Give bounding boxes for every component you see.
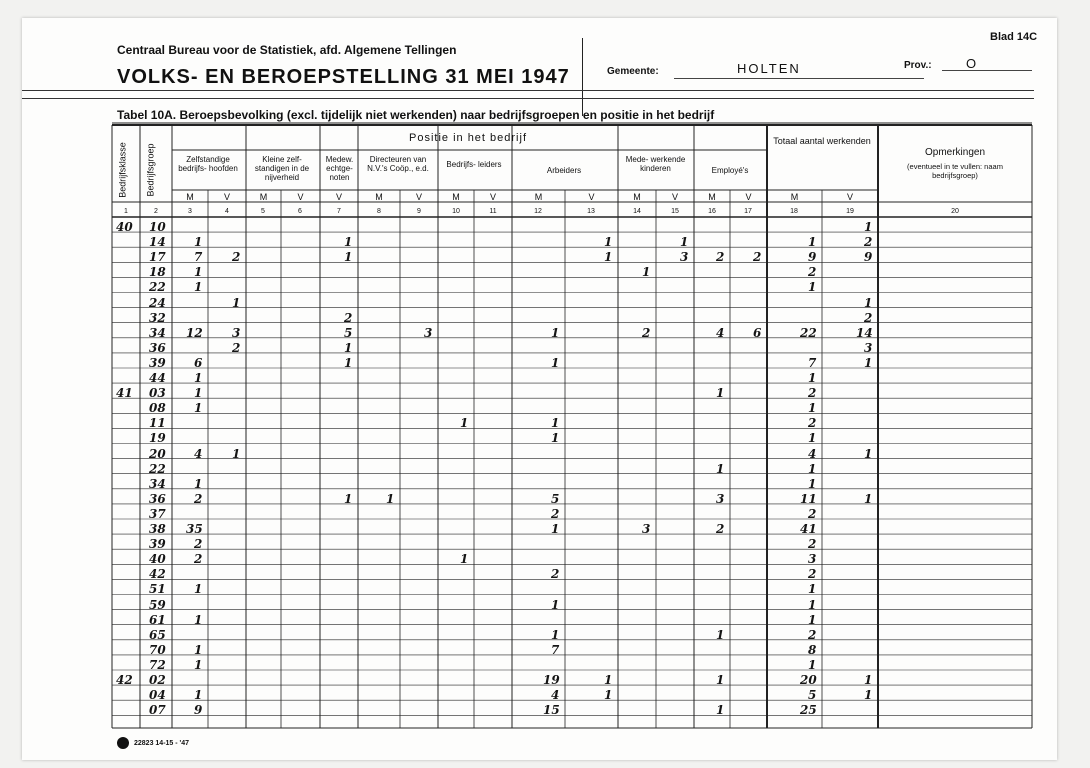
- column-number: 8: [377, 208, 381, 215]
- cell-value: 2: [194, 552, 203, 567]
- cell-value: 1: [460, 416, 469, 431]
- cell-value: 1: [551, 325, 560, 340]
- cell-value: 9: [194, 703, 203, 718]
- cell-value: 9: [864, 250, 873, 265]
- cell-value: 3: [864, 340, 873, 355]
- bedrijfsgroep-value: 22: [149, 280, 166, 295]
- cell-value: 11: [800, 491, 817, 506]
- cell-value: 1: [460, 552, 469, 567]
- header-leiders: Bedrijfs- leiders: [446, 160, 502, 169]
- cell-value: 3: [716, 491, 725, 506]
- header-opmerkingen-sub: (eventueel in te vullen: naam bedrijfsgroep): [907, 162, 1003, 180]
- cell-value: 1: [344, 491, 353, 506]
- m-label: M: [633, 192, 641, 202]
- cell-value: 1: [194, 280, 203, 295]
- cell-value: 7: [808, 355, 817, 370]
- bedrijfsgroep-value: 03: [149, 386, 166, 401]
- column-number: 9: [417, 208, 421, 215]
- cell-value: 2: [808, 567, 817, 582]
- cell-value: 1: [232, 295, 241, 310]
- cell-value: 1: [864, 220, 873, 234]
- bedrijfsgroep-value: 59: [149, 597, 166, 612]
- column-number: 11: [489, 208, 497, 215]
- m-label: M: [708, 192, 716, 202]
- cell-value: 1: [344, 235, 353, 250]
- column-number: 5: [261, 208, 265, 215]
- m-label: M: [534, 192, 543, 202]
- bedrijfsklasse-value: 41: [116, 386, 133, 401]
- cell-value: 20: [800, 673, 817, 687]
- v-label: V: [489, 192, 497, 202]
- cell-value: 2: [808, 265, 817, 280]
- bedrijfsgroep-value: 07: [149, 703, 166, 718]
- bedrijfsgroep-value: 10: [149, 220, 166, 234]
- cell-value: 2: [344, 310, 353, 325]
- cell-value: 4: [551, 688, 560, 703]
- bedrijfsgroep-value: 34: [149, 476, 166, 491]
- column-number: 13: [587, 208, 595, 215]
- bedrijfsgroep-value: 14: [149, 235, 166, 250]
- cell-value: 1: [194, 386, 203, 401]
- bedrijfsgroep-value: 61: [149, 612, 166, 627]
- cell-value: 1: [194, 265, 203, 280]
- sheet-number: Blad 14C: [990, 31, 1038, 43]
- bedrijfsgroep-value: 39: [149, 355, 166, 370]
- cell-value: 1: [344, 340, 353, 355]
- bedrijfsgroep-value: 37: [149, 506, 166, 521]
- cell-value: 1: [194, 401, 203, 416]
- cell-value: 2: [232, 340, 241, 355]
- cell-value: 6: [753, 325, 762, 340]
- cell-value: 1: [386, 491, 395, 506]
- cell-value: 1: [808, 476, 817, 491]
- gemeente-value: HOLTEN: [737, 61, 801, 76]
- cell-value: 12: [186, 325, 203, 340]
- v-label: V: [297, 192, 304, 202]
- cbs-logo-icon: [117, 737, 129, 749]
- cell-value: 1: [864, 688, 873, 703]
- bedrijfsgroep-value: 36: [149, 491, 166, 506]
- cell-value: 41: [800, 522, 817, 536]
- v-label: V: [223, 192, 231, 202]
- column-number: 17: [744, 208, 752, 215]
- cell-value: 1: [551, 522, 560, 536]
- organization-line: Centraal Bureau voor de Statistiek, afd. Algemene Tellingen: [117, 43, 457, 57]
- column-number: 7: [337, 208, 341, 215]
- v-label: V: [588, 192, 595, 202]
- bedrijfsgroep-value: 39: [149, 537, 166, 552]
- cell-value: 1: [716, 386, 725, 401]
- bedrijfsgroep-value: 19: [149, 431, 166, 446]
- cell-value: 2: [232, 250, 241, 265]
- cell-value: 7: [551, 642, 560, 657]
- cell-value: 2: [808, 386, 817, 401]
- cell-value: 3: [642, 522, 651, 536]
- v-label: V: [415, 192, 423, 202]
- cell-value: 2: [551, 506, 560, 521]
- cell-value: 1: [344, 250, 353, 265]
- cell-value: 1: [194, 688, 203, 703]
- cell-value: 25: [800, 703, 817, 718]
- column-number: 15: [671, 208, 679, 215]
- bedrijfsgroep-value: 36: [149, 340, 166, 355]
- cell-value: 22: [800, 325, 817, 340]
- cell-value: 8: [808, 642, 817, 657]
- cell-value: 1: [864, 673, 873, 687]
- cell-value: 19: [543, 673, 560, 687]
- cell-value: 1: [808, 431, 817, 446]
- header-directeuren: Directeuren van N.V.'s Coöp., e.d.: [367, 155, 429, 173]
- cell-value: 1: [808, 280, 817, 295]
- cell-value: 1: [604, 250, 613, 265]
- cell-value: 2: [808, 627, 817, 642]
- column-number: 1: [124, 208, 128, 215]
- column-number: 20: [951, 208, 959, 215]
- bedrijfsgroep-value: 32: [149, 310, 166, 325]
- cell-value: 1: [194, 371, 203, 385]
- m-label: M: [375, 192, 383, 202]
- cell-value: 3: [680, 250, 689, 265]
- footer-code: 22823 14-15 - '47: [134, 740, 189, 747]
- cell-value: 1: [344, 355, 353, 370]
- cell-value: 35: [186, 522, 203, 536]
- m-label: M: [186, 192, 194, 202]
- cell-value: 2: [808, 537, 817, 552]
- cell-value: 1: [232, 446, 241, 461]
- cell-value: 1: [808, 597, 817, 612]
- cell-value: 9: [808, 250, 817, 265]
- bedrijfsgroep-value: 38: [149, 522, 166, 536]
- cell-value: 1: [808, 461, 817, 476]
- header-employes: Employé's: [711, 166, 749, 175]
- cell-value: 6: [194, 355, 203, 370]
- cell-value: 1: [864, 355, 873, 370]
- bedrijfsgroep-value: 44: [149, 371, 166, 385]
- m-label: M: [452, 192, 460, 202]
- bedrijfsgroep-value: 02: [149, 673, 166, 687]
- cell-value: 1: [808, 371, 817, 385]
- cell-value: 1: [642, 265, 651, 280]
- column-number: 18: [790, 208, 798, 215]
- cell-value: 1: [194, 476, 203, 491]
- header-medewerkende: Mede- werkende kinderen: [625, 155, 686, 173]
- column-number: 19: [846, 208, 854, 215]
- cell-value: 1: [604, 688, 613, 703]
- cell-value: 7: [194, 250, 203, 265]
- cell-value: 1: [808, 582, 817, 597]
- bedrijfsgroep-value: 70: [149, 642, 166, 657]
- column-number: 3: [188, 208, 192, 215]
- bedrijfsgroep-value: 51: [149, 582, 166, 597]
- header-opmerkingen: Opmerkingen: [924, 147, 986, 158]
- gemeente-label: Gemeente:: [607, 66, 659, 77]
- table-lines: [112, 123, 1032, 728]
- cell-value: 5: [344, 325, 353, 340]
- cell-value: 2: [194, 537, 203, 552]
- column-number: 10: [452, 208, 460, 215]
- prov-value: O: [966, 56, 977, 71]
- cell-value: 2: [808, 416, 817, 431]
- cell-value: 2: [864, 235, 873, 250]
- prov-label: Prov.:: [904, 60, 932, 71]
- cell-value: 1: [194, 642, 203, 657]
- cell-value: 1: [716, 673, 725, 687]
- v-label: V: [671, 192, 679, 202]
- column-number: 12: [534, 208, 542, 215]
- cell-value: 4: [716, 325, 725, 340]
- header-positie: Positie in het bedrijf: [409, 132, 527, 144]
- cell-value: 3: [424, 325, 433, 340]
- bedrijfsgroep-value: 11: [149, 416, 166, 431]
- cell-value: 2: [642, 325, 651, 340]
- cell-value: 2: [864, 310, 873, 325]
- cell-value: 1: [604, 235, 613, 250]
- column-number: 2: [154, 208, 158, 215]
- header-kleine: Kleine zelf- standigen in de nijverheid: [254, 155, 310, 182]
- cell-value: 3: [232, 325, 241, 340]
- cell-value: 1: [551, 627, 560, 642]
- cell-value: 14: [856, 325, 873, 340]
- cell-value: 2: [753, 250, 762, 265]
- bedrijfsgroep-value: 18: [149, 265, 166, 280]
- bedrijfsgroep-value: 42: [149, 567, 166, 582]
- column-number: 4: [225, 208, 229, 215]
- column-number: 16: [708, 208, 716, 215]
- cell-value: 1: [716, 627, 725, 642]
- bedrijfsklasse-value: 42: [116, 673, 133, 687]
- bedrijfsgroep-value: 65: [149, 627, 166, 642]
- cell-value: 1: [551, 431, 560, 446]
- bedrijfsgroep-value: 72: [149, 657, 166, 672]
- m-label: M: [790, 192, 799, 202]
- bedrijfsgroep-value: 34: [149, 325, 166, 340]
- cell-value: 2: [551, 567, 560, 582]
- column-number: 6: [298, 208, 302, 215]
- cell-value: 2: [716, 250, 725, 265]
- bedrijfsgroep-value: 20: [149, 446, 166, 461]
- v-label: V: [846, 192, 854, 202]
- bedrijfsgroep-value: 24: [149, 295, 166, 310]
- cell-value: 1: [551, 597, 560, 612]
- cell-value: 1: [808, 612, 817, 627]
- bedrijfsgroep-value: 08: [149, 401, 166, 416]
- cell-value: 1: [680, 235, 689, 250]
- cell-value: 5: [551, 491, 560, 506]
- header-totaal: Totaal aantal werkenden: [773, 136, 871, 146]
- cell-value: 3: [808, 552, 817, 567]
- header-medew: Medew. echtge- noten: [325, 155, 354, 182]
- cell-value: 1: [808, 235, 817, 250]
- cell-value: 1: [864, 446, 873, 461]
- form-title: VOLKS- EN BEROEPSTELLING 31 MEI 1947: [117, 66, 570, 88]
- v-label: V: [335, 192, 343, 202]
- header-bedrijfsklasse: Bedrijfsklasse: [117, 142, 128, 198]
- cell-value: 4: [194, 446, 203, 461]
- cell-value: 1: [808, 401, 817, 416]
- bedrijfsgroep-value: 17: [149, 250, 166, 265]
- cell-value: 15: [543, 703, 560, 718]
- header-arbeiders: Arbeiders: [546, 166, 582, 175]
- bedrijfsgroep-value: 40: [149, 552, 166, 567]
- bedrijfsklasse-value: 40: [116, 220, 133, 234]
- header-bedrijfsgroep: Bedrijfsgroep: [145, 143, 156, 197]
- bedrijfsgroep-value: 04: [149, 688, 166, 703]
- cell-value: 2: [716, 522, 725, 536]
- cell-value: 1: [194, 612, 203, 627]
- cell-value: 4: [808, 446, 817, 461]
- header-zelfstandige: Zelfstandige bedrijfs- hoofden: [178, 155, 238, 173]
- cell-value: 1: [716, 461, 725, 476]
- bedrijfsgroep-value: 22: [149, 461, 166, 476]
- cell-value: 1: [716, 703, 725, 718]
- cell-value: 1: [604, 673, 613, 687]
- table-title: Tabel 10A. Beroepsbevolking (excl. tijdelijk niet werkenden) naar bedrijfsgroepen en positie in het bedrijf: [117, 108, 715, 122]
- v-label: V: [745, 192, 752, 202]
- column-number: 14: [633, 208, 641, 215]
- cell-value: 1: [194, 657, 203, 672]
- cell-value: 1: [864, 295, 873, 310]
- cell-value: 5: [808, 688, 817, 703]
- cell-value: 2: [194, 491, 203, 506]
- cell-value: 1: [808, 657, 817, 672]
- cell-value: 2: [808, 506, 817, 521]
- cell-value: 1: [194, 235, 203, 250]
- cell-value: 1: [864, 491, 873, 506]
- cell-value: 1: [551, 355, 560, 370]
- cell-value: 1: [551, 416, 560, 431]
- m-label: M: [259, 192, 268, 202]
- cell-value: 1: [194, 582, 203, 597]
